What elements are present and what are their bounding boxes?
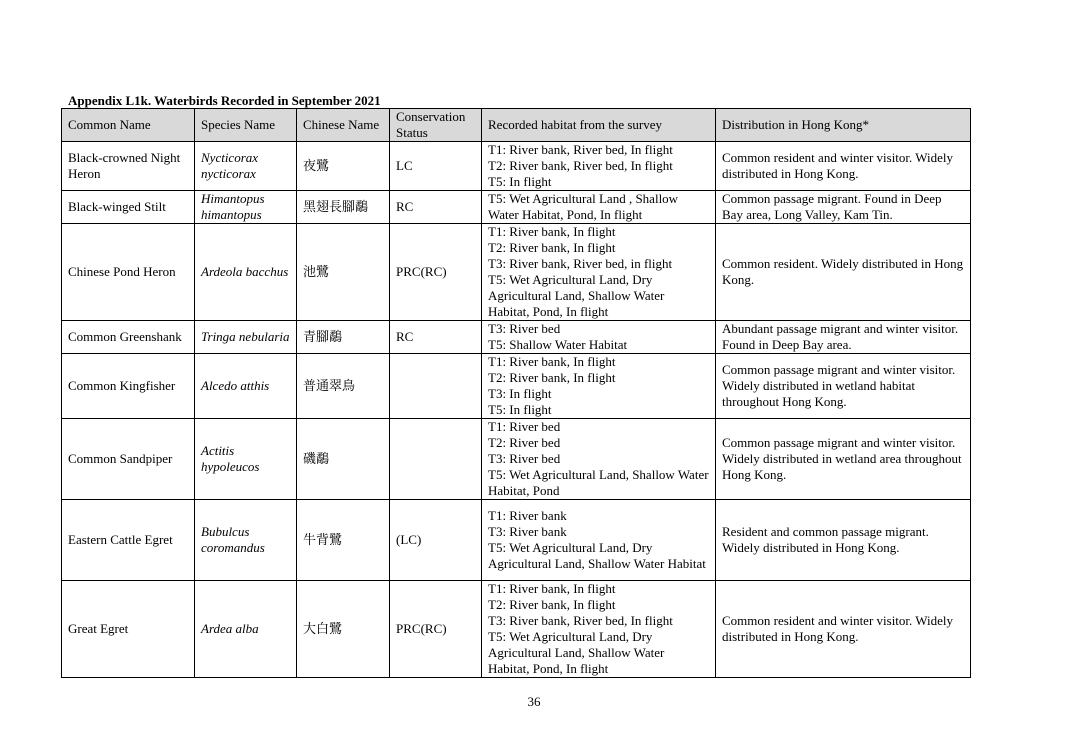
table-row	[62, 191, 971, 224]
distribution-cell: Common passage migrant and winter visitor. Widely distributed in wetland habitat throughout Hong Kong.	[716, 354, 971, 419]
chinese-name-cell: 青腳鷸	[297, 321, 390, 354]
habitat-line: T1: River bed	[488, 419, 561, 434]
habitat-line: T3: River bank, River bed, in flight	[488, 256, 673, 271]
distribution-cell: Common resident and winter visitor. Widely distributed in Hong Kong.	[716, 581, 971, 678]
header-common-name: Common Name	[62, 109, 195, 142]
conservation-status-cell: PRC(RC)	[390, 224, 482, 321]
conservation-status-cell: RC	[390, 321, 482, 354]
habitat-line: T3: River bank, River bed, In flight	[488, 613, 673, 628]
conservation-status-cell: PRC(RC)	[390, 581, 482, 678]
habitat-line: T5: Wet Agricultural Land, Dry Agricultural Land, Shallow Water Habitat	[488, 540, 706, 571]
recorded-habitat-cell	[482, 224, 716, 321]
conservation-status-cell: LC	[390, 142, 482, 191]
distribution-cell: Common passage migrant and winter visitor. Widely distributed in wetland area throughout Hong Kong.	[716, 419, 971, 500]
chinese-name-cell: 牛背鷺	[297, 500, 390, 581]
habitat-line: T1: River bank, In flight	[488, 224, 616, 239]
species-name-cell: Ardeola bacchus	[195, 224, 297, 321]
species-name-cell: Bubulcus coromandus	[195, 500, 297, 581]
recorded-habitat-cell	[482, 191, 716, 224]
habitat-line: T2: River bank, In flight	[488, 370, 616, 385]
chinese-name-cell: 黑翅長腳鷸	[297, 191, 390, 224]
conservation-status-cell	[390, 354, 482, 419]
habitat-line: T2: River bed	[488, 435, 561, 450]
habitat-line: T5: Wet Agricultural Land , Shallow Water Habitat, Pond, In flight	[488, 191, 679, 222]
habitat-line: T3: River bank	[488, 524, 567, 539]
habitat-line: T1: River bank, River bed, In flight	[488, 142, 673, 157]
header-conservation-status: Conservation Status	[390, 109, 482, 142]
conservation-status-cell	[390, 419, 482, 500]
header-distribution: Distribution in Hong Kong*	[716, 109, 971, 142]
common-name-cell: Eastern Cattle Egret	[62, 500, 195, 581]
conservation-status-cell: RC	[390, 191, 482, 224]
common-name-cell: Great Egret	[62, 581, 195, 678]
table-row	[62, 321, 971, 354]
distribution-cell: Resident and common passage migrant. Widely distributed in Hong Kong.	[716, 500, 971, 581]
habitat-line: T5: In flight	[488, 174, 552, 189]
common-name-cell: Common Sandpiper	[62, 419, 195, 500]
species-name-cell: Alcedo atthis	[195, 354, 297, 419]
species-name-cell: Ardea alba	[195, 581, 297, 678]
recorded-habitat-cell	[482, 321, 716, 354]
table-row	[62, 354, 971, 419]
habitat-line: T5: Wet Agricultural Land, Shallow Water Habitat, Pond	[488, 467, 709, 498]
habitat-line: T1: River bank, In flight	[488, 354, 616, 369]
distribution-cell: Common resident and winter visitor. Widely distributed in Hong Kong.	[716, 142, 971, 191]
common-name-cell: Common Greenshank	[62, 321, 195, 354]
habitat-line: T1: River bank	[488, 508, 567, 523]
common-name-cell: Black-winged Stilt	[62, 191, 195, 224]
table-row	[62, 142, 971, 191]
habitat-line: T5: Shallow Water Habitat	[488, 337, 628, 352]
header-recorded-habitat: Recorded habitat from the survey	[482, 109, 716, 142]
recorded-habitat-cell	[482, 500, 716, 581]
chinese-name-cell: 磯鷸	[297, 419, 390, 500]
species-name-cell: Nycticorax nycticorax	[195, 142, 297, 191]
habitat-line: T5: In flight	[488, 402, 552, 417]
recorded-habitat-cell	[482, 581, 716, 678]
habitat-line: T3: In flight	[488, 386, 552, 401]
recorded-habitat-cell	[482, 142, 716, 191]
habitat-line: T2: River bank, River bed, In flight	[488, 158, 673, 173]
species-name-cell: Himantopus himantopus	[195, 191, 297, 224]
recorded-habitat-cell	[482, 419, 716, 500]
waterbirds-table	[61, 108, 971, 678]
chinese-name-cell: 普通翠鳥	[297, 354, 390, 419]
habitat-line: T1: River bank, In flight	[488, 581, 616, 596]
common-name-cell: Chinese Pond Heron	[62, 224, 195, 321]
table-header-row	[62, 109, 971, 142]
distribution-cell: Common resident. Widely distributed in Hong Kong.	[716, 224, 971, 321]
table-row	[62, 500, 971, 581]
habitat-line: T5: Wet Agricultural Land, Dry Agricultural Land, Shallow Water Habitat, Pond, In flight	[488, 272, 665, 319]
habitat-line: T5: Wet Agricultural Land, Dry Agricultural Land, Shallow Water Habitat, Pond, In flight	[488, 629, 665, 676]
species-name-cell: Actitis hypoleucos	[195, 419, 297, 500]
table-row	[62, 419, 971, 500]
habitat-line: T3: River bed	[488, 321, 561, 336]
table-caption: Appendix L1k. Waterbirds Recorded in September 2021	[68, 93, 381, 108]
distribution-cell: Common passage migrant. Found in Deep Bay area, Long Valley, Kam Tin.	[716, 191, 971, 224]
table-row	[62, 581, 971, 678]
chinese-name-cell: 夜鷺	[297, 142, 390, 191]
table-row	[62, 224, 971, 321]
chinese-name-cell: 池鷺	[297, 224, 390, 321]
common-name-cell: Common Kingfisher	[62, 354, 195, 419]
distribution-cell: Abundant passage migrant and winter visitor. Found in Deep Bay area.	[716, 321, 971, 354]
common-name-cell: Black-crowned Night Heron	[62, 142, 195, 191]
page-number: 36	[527, 694, 541, 709]
recorded-habitat-cell	[482, 354, 716, 419]
habitat-line: T2: River bank, In flight	[488, 597, 616, 612]
header-chinese-name: Chinese Name	[297, 109, 390, 142]
habitat-line: T2: River bank, In flight	[488, 240, 616, 255]
chinese-name-cell: 大白鷺	[297, 581, 390, 678]
conservation-status-cell: (LC)	[390, 500, 482, 581]
habitat-line: T3: River bed	[488, 451, 561, 466]
species-name-cell: Tringa nebularia	[195, 321, 297, 354]
header-species-name: Species Name	[195, 109, 297, 142]
